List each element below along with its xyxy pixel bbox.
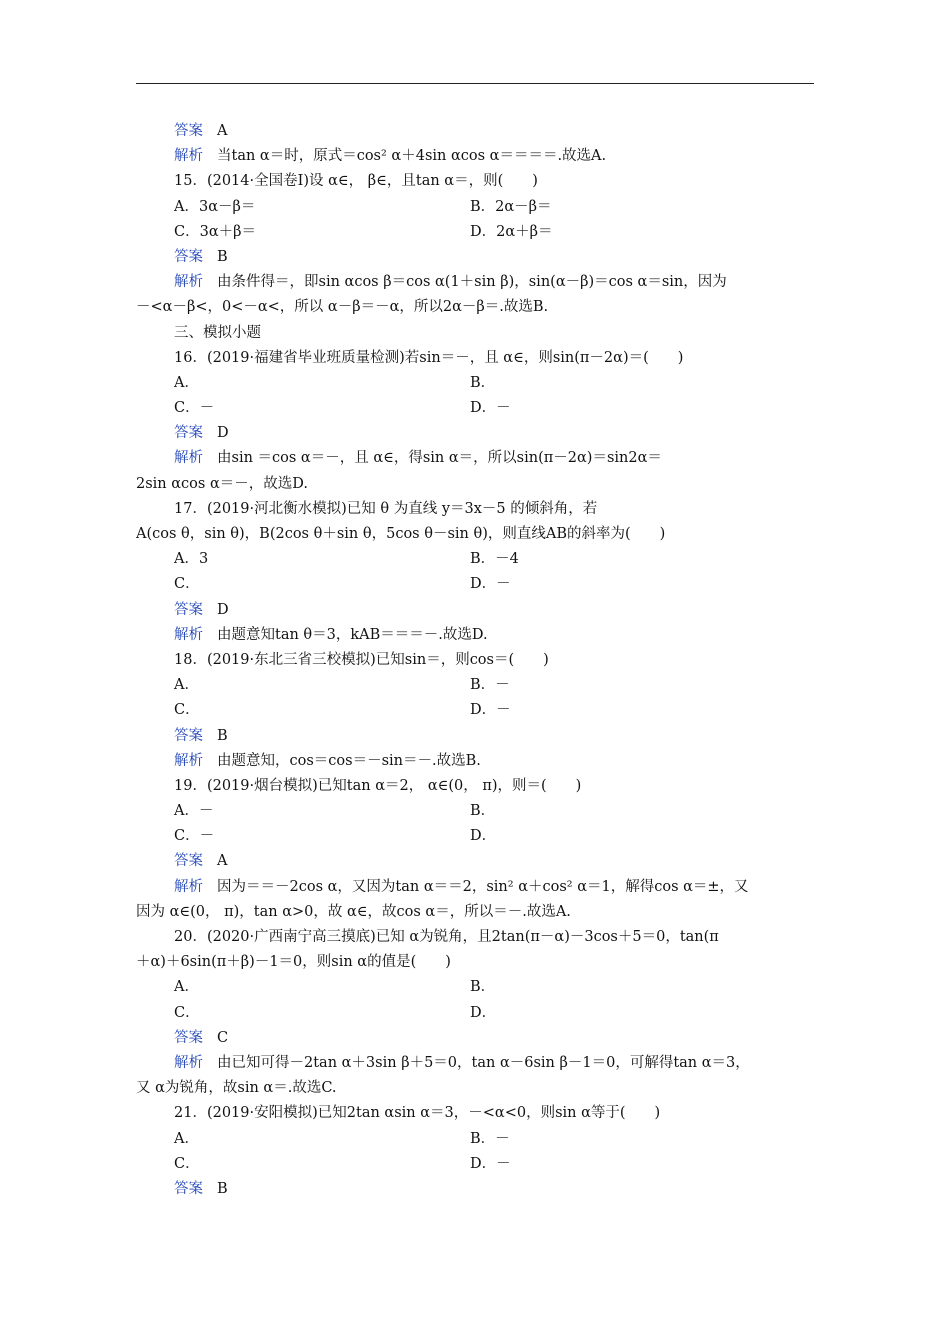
analysis-text: 由题意知，cos＝cos＝－sin＝－.故选B.	[217, 752, 481, 769]
answer-value: B	[217, 248, 228, 265]
option-a: A．	[174, 979, 199, 996]
option-a: A．	[174, 374, 199, 391]
option-a: A．3α－β＝	[174, 198, 256, 215]
answer-line	[136, 119, 814, 144]
answer-line	[136, 245, 814, 270]
question-stem-continuation: A(cos θ，sin θ)，B(2cos θ＋sin θ，5cos θ－sin θ)，则直线AB的斜率为( )	[136, 526, 666, 542]
answer-value: D	[217, 425, 229, 442]
option-c: C．3α＋β＝	[174, 223, 256, 240]
analysis-label: 解析	[174, 626, 203, 643]
answer-line	[136, 421, 814, 446]
analysis-label: 解析	[174, 148, 203, 165]
analysis-line	[136, 144, 814, 169]
options-row	[136, 371, 814, 396]
option-d: D．－	[470, 400, 511, 417]
analysis-text: 由题意知tan θ＝3，kAB＝＝＝－.故选D.	[217, 626, 488, 643]
question-stem: 17．(2019·河北衡水模拟)已知 θ 为直线 y＝3x－5 的倾斜角，若	[174, 500, 598, 517]
answer-value: B	[217, 1180, 228, 1197]
option-c: C．	[174, 1004, 200, 1021]
option-c: C．－	[174, 400, 215, 417]
answer-line	[136, 724, 814, 749]
option-b: B．	[470, 374, 496, 391]
answer-value: C	[217, 1029, 229, 1046]
option-b: B．2α－β＝	[470, 198, 552, 215]
question-stem-continuation: ＋α)＋6sin(π＋β)－1＝0，则sin α的值是( )	[136, 954, 451, 971]
answer-line	[136, 1026, 814, 1051]
option-d: D．	[470, 1004, 497, 1021]
option-b: B．	[470, 803, 496, 820]
answer-label: 答案	[174, 853, 203, 870]
analysis-continuation: －<α－β<，0<－α<，所以 α－β＝－α，所以2α－β＝.故选B.	[136, 299, 549, 316]
answer-value: D	[217, 601, 229, 618]
analysis-label: 解析	[174, 878, 203, 895]
analysis-text: 由sin ＝cos α＝－，且 α∈，得sin α＝，所以sin(π－2α)＝sin2α＝	[217, 450, 662, 467]
option-b: B．－	[470, 1130, 510, 1147]
options-row	[136, 396, 814, 421]
header-rule	[136, 83, 814, 84]
question-stem: 21．(2019·安阳模拟)已知2tan αsin α＝3，－<α<0，则sin α等于( )	[174, 1105, 661, 1122]
analysis-continuation: 2sin αcos α＝－，故选D.	[136, 475, 308, 492]
options-row	[136, 824, 814, 849]
options-row	[136, 975, 814, 1000]
options-row	[136, 572, 814, 597]
document-body	[136, 119, 814, 1202]
analysis-line	[136, 446, 814, 471]
answer-value: A	[217, 853, 228, 870]
question-stem: 16．(2019·福建省毕业班质量检测)若sin＝－，且 α∈，则sin(π－2α)＝( )	[174, 349, 684, 366]
answer-label: 答案	[174, 1029, 203, 1046]
analysis-line	[136, 749, 814, 774]
option-d: D．	[470, 828, 497, 845]
analysis-text: 由已知可得－2tan α＋3sin β＋5＝0，tan α－6sin β－1＝0，可解得tan α＝3，	[217, 1054, 750, 1071]
option-c: C．	[174, 576, 200, 593]
section-heading: 三、模拟小题	[174, 324, 261, 341]
option-a: A．	[174, 1130, 199, 1147]
answer-line	[136, 849, 814, 874]
answer-label: 答案	[174, 425, 203, 442]
options-row	[136, 1152, 814, 1177]
analysis-line	[136, 875, 814, 900]
analysis-label: 解析	[174, 1054, 203, 1071]
analysis-line	[136, 623, 814, 648]
analysis-continuation: 又 α为锐角，故sin α＝.故选C.	[136, 1080, 337, 1097]
answer-line	[136, 1177, 814, 1202]
analysis-text: 当tan α＝时，原式＝cos² α＋4sin αcos α＝＝＝＝.故选A.	[217, 148, 607, 165]
options-row	[136, 799, 814, 824]
question-stem: 19．(2019·烟台模拟)已知tan α＝2， α∈(0， π)，则＝( )	[174, 777, 582, 794]
option-b: B．	[470, 979, 496, 996]
option-a: A．3	[174, 551, 209, 568]
options-row	[136, 673, 814, 698]
option-d: D．2α＋β＝	[470, 223, 553, 240]
answer-label: 答案	[174, 1180, 203, 1197]
answer-label: 答案	[174, 123, 203, 139]
options-row	[136, 547, 814, 572]
answer-value: B	[217, 727, 228, 744]
analysis-text: 由条件得＝，即sin αcos β＝cos α(1＋sin β)，sin(α－β)＝cos α＝sin，因为	[217, 274, 727, 291]
analysis-line	[136, 270, 814, 295]
answer-label: 答案	[174, 727, 203, 744]
analysis-label: 解析	[174, 450, 203, 467]
option-a: A．	[174, 677, 199, 694]
option-d: D．－	[470, 1155, 511, 1172]
options-row	[136, 220, 814, 245]
option-d: D．－	[470, 702, 511, 719]
option-a: A．－	[174, 803, 214, 820]
answer-label: 答案	[174, 601, 203, 618]
analysis-continuation: 因为 α∈(0， π)，tan α>0，故 α∈，故cos α＝，所以＝－.故选A.	[136, 903, 571, 920]
analysis-label: 解析	[174, 752, 203, 769]
answer-value: A	[217, 123, 228, 139]
question-stem: 20．(2020·广西南宁高三摸底)已知 α为锐角，且2tan(π－α)－3cos＋5＝0，tan(π	[174, 929, 719, 945]
option-b: B．－4	[470, 551, 519, 568]
analysis-line	[136, 1051, 814, 1076]
options-row	[136, 195, 814, 220]
options-row	[136, 698, 814, 723]
answer-line	[136, 598, 814, 623]
options-row	[136, 1127, 814, 1152]
option-d: D．－	[470, 576, 511, 593]
analysis-text: 因为＝＝－2cos α，又因为tan α＝＝2，sin² α＋cos² α＝1，解得cos α＝±，又	[217, 878, 749, 895]
option-b: B．－	[470, 677, 510, 694]
option-c: C．－	[174, 828, 215, 845]
option-c: C．	[174, 1155, 200, 1172]
analysis-label: 解析	[174, 274, 203, 291]
question-stem: 18．(2019·东北三省三校模拟)已知sin＝，则cos＝( )	[174, 651, 549, 668]
answer-label: 答案	[174, 248, 203, 265]
option-c: C．	[174, 702, 200, 719]
options-row	[136, 1001, 814, 1026]
question-stem: 15．(2014·全国卷Ⅰ)设 α∈， β∈，且tan α＝，则( )	[174, 173, 538, 190]
